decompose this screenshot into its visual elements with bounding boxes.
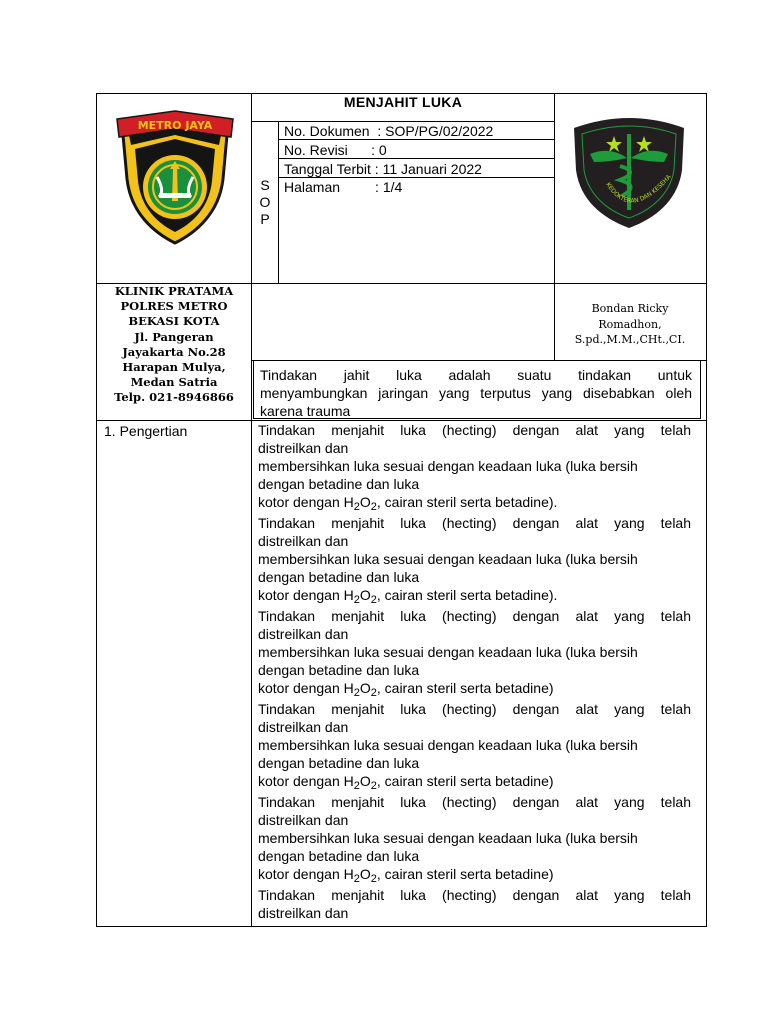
definition-line-3: karena trauma: [260, 403, 351, 419]
clinic-line-8: Telp. 021-8946866: [114, 390, 234, 405]
paragraph-line: distreilkan dan: [258, 905, 349, 921]
content-paragraph: [258, 886, 691, 922]
clinic-info: [98, 284, 250, 406]
content-paragraph: [258, 793, 691, 883]
table-border-left: [96, 93, 97, 927]
content-paragraph: [258, 514, 691, 604]
info-no-dokumen: No. Dokumen : SOP/PG/02/2022: [284, 123, 494, 139]
paragraph-line: membersihkan luka sesuai dengan keadaan luka (luka bersih: [258, 737, 638, 753]
paragraph-line: Tindakan menjahit luka (hecting) dengan alat yang telah: [258, 887, 691, 903]
signer-block: [556, 301, 704, 348]
paragraph-line: dengan betadine dan luka: [258, 662, 420, 678]
paragraph-line: dengan betadine dan luka: [258, 569, 420, 585]
clinic-line-4: Jl. Pangeran: [134, 329, 214, 344]
definition-line-1: Tindakan jahit luka adalah suatu tindakan untuk: [260, 367, 692, 383]
content-paragraph: [258, 421, 691, 511]
info-halaman: Halaman : 1/4: [284, 179, 403, 195]
paragraph-line: distreilkan dan: [258, 440, 349, 456]
clinic-line-5: Jayakarta No.28: [122, 344, 226, 359]
signer-line-1: Bondan Ricky: [591, 302, 669, 315]
kedokteran-kesehatan-logo: [570, 112, 688, 230]
paragraph-line: dengan betadine dan luka: [258, 755, 420, 771]
metro-jaya-logo: [115, 109, 235, 249]
signer-line-2: Romadhon,: [598, 317, 662, 331]
clinic-line-2: POLRES METRO: [120, 299, 228, 314]
divider-definition-top: [251, 360, 707, 361]
sop-letter-s: S: [260, 177, 270, 193]
paragraph-line: membersihkan luka sesuai dengan keadaan luka (luka bersih: [258, 551, 638, 567]
paragraph-line: distreilkan dan: [258, 533, 349, 549]
content-paragraph: [258, 607, 691, 697]
table-border-right: [706, 93, 707, 927]
clinic-line-3: BEKASI KOTA: [128, 314, 220, 329]
paragraph-line: Tindakan menjahit luka (hecting) dengan alat yang telah: [258, 794, 691, 810]
paragraph-line: Tindakan menjahit luka (hecting) dengan alat yang telah: [258, 608, 691, 624]
paragraph-line: dengan betadine dan luka: [258, 476, 420, 492]
paragraph-line: membersihkan luka sesuai dengan keadaan luka (luka bersih: [258, 644, 638, 660]
sop-letter-o: O: [259, 194, 271, 210]
definition-box-left: [253, 360, 254, 419]
table-border-bottom: [96, 926, 707, 927]
paragraph-line: kotor dengan $H_2O_2$, cairan steril serta betadine): [258, 680, 554, 699]
clinic-line-7: Medan Satria: [130, 375, 218, 390]
paragraph-line: kotor dengan $H_2O_2$, cairan steril serta betadine): [258, 773, 554, 792]
paragraph-line: distreilkan dan: [258, 626, 349, 642]
paragraph-line: Tindakan menjahit luka (hecting) dengan alat yang telah: [258, 422, 691, 438]
divider-middle-right: [554, 283, 555, 361]
info-tanggal-terbit: Tanggal Terbit : 11 Januari 2022: [284, 161, 482, 177]
document-title: MENJAHIT LUKA: [343, 94, 463, 110]
clinic-line-1: KLINIK PRATAMA: [114, 284, 234, 298]
paragraph-line: kotor dengan $H_2O_2$, cairan steril serta betadine).: [258, 587, 558, 606]
content-paragraph: [258, 700, 691, 790]
definition-box-right: [700, 360, 701, 419]
emblem-text: KEDOKTERAN DAN KESEHA: [604, 173, 673, 205]
definition-line-2: menyambungkan jaringan yang terputus yang disebabkan oleh: [260, 385, 692, 401]
info-no-revisi: No. Revisi : 0: [284, 142, 387, 158]
paragraph-line: membersihkan luka sesuai dengan keadaan luka (luka bersih: [258, 830, 638, 846]
paragraph-line: membersihkan luka sesuai dengan keadaan luka (luka bersih: [258, 458, 638, 474]
paragraph-line: kotor dengan $H_2O_2$, cairan steril serta betadine).: [258, 494, 558, 513]
paragraph-line: distreilkan dan: [258, 812, 349, 828]
divider-sop-col: [278, 121, 279, 284]
paragraph-line: Tindakan menjahit luka (hecting) dengan alat yang telah: [258, 515, 691, 531]
signer-line-3: S.pd.,M.M.,CHt.,CI.: [574, 333, 686, 346]
section-label-pengertian: 1. Pengertian: [104, 423, 188, 439]
paragraph-line: Tindakan menjahit luka (hecting) dengan alat yang telah: [258, 701, 691, 717]
sop-letter-p: P: [260, 211, 270, 227]
paragraph-line: distreilkan dan: [258, 719, 349, 735]
paragraph-line: kotor dengan $H_2O_2$, cairan steril serta betadine): [258, 866, 554, 885]
definition-text: [260, 366, 692, 420]
section-content: [258, 421, 691, 924]
paragraph-line: dengan betadine dan luka: [258, 848, 420, 864]
clinic-line-6: Harapan Mulya,: [122, 360, 226, 375]
logo-banner-text: METRO JAYA: [137, 119, 213, 132]
